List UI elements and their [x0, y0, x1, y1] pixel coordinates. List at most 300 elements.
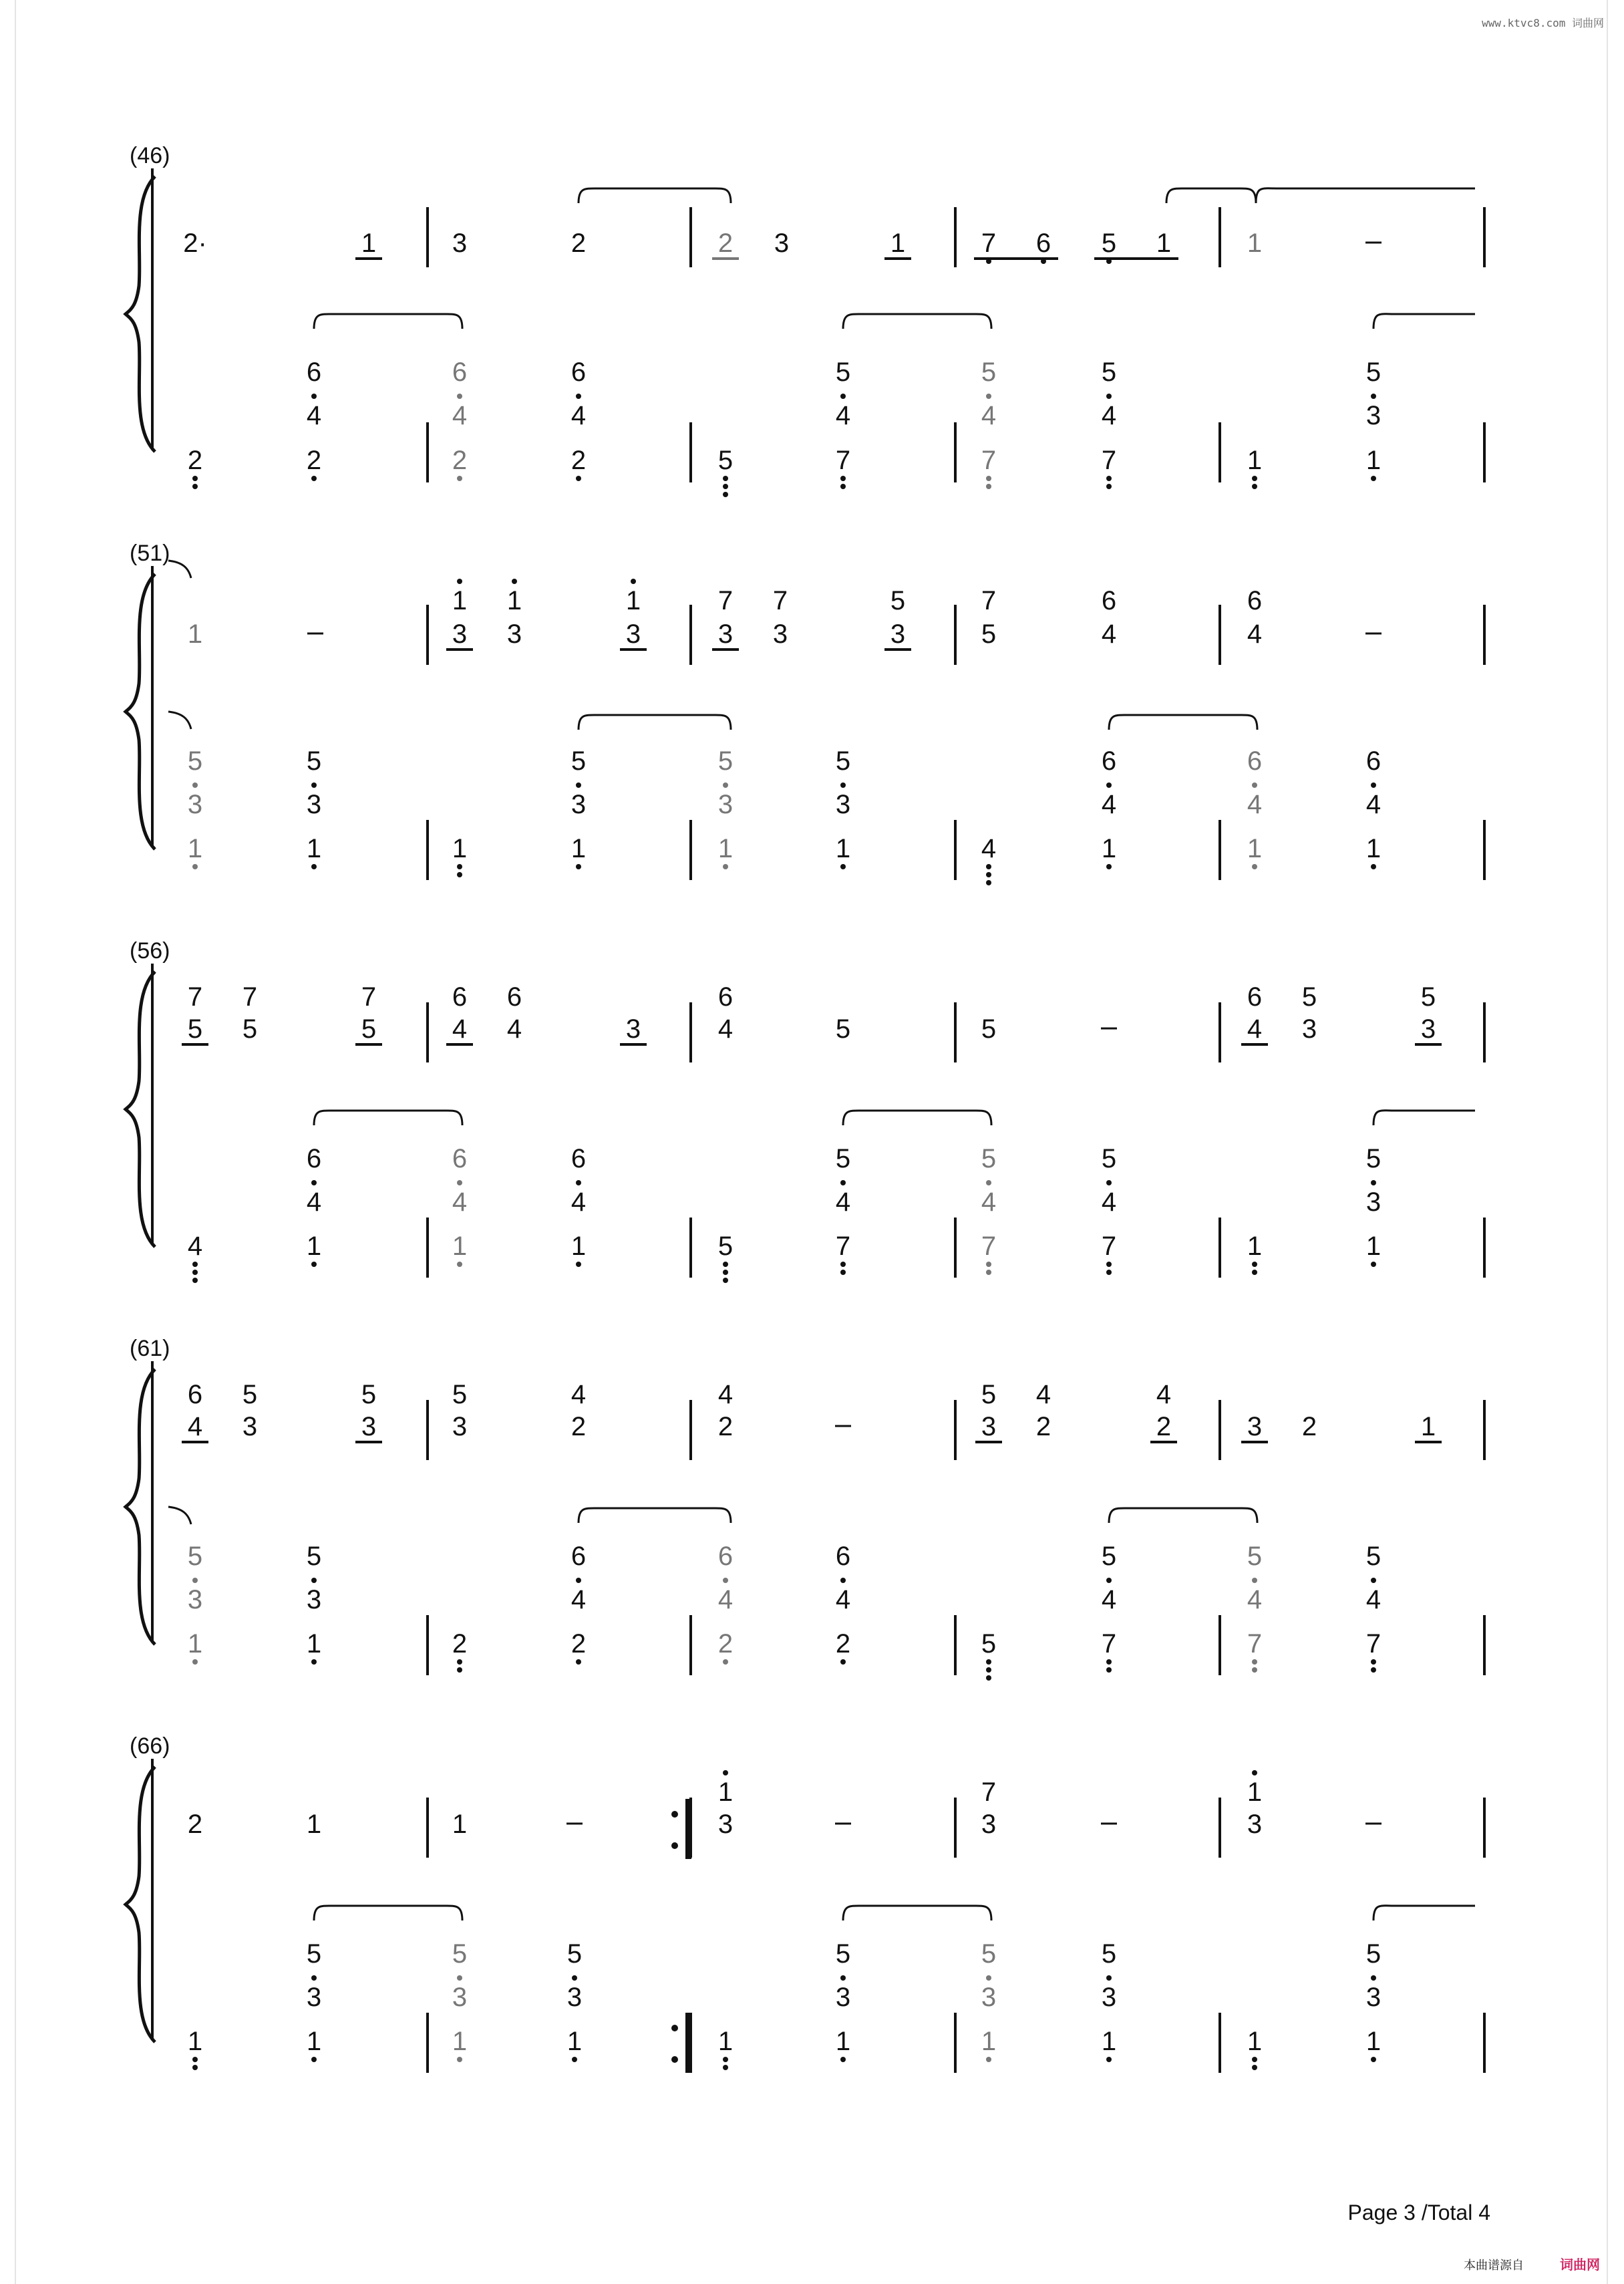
note: 1 [835, 2027, 851, 2056]
octave-dot-below [576, 476, 581, 481]
note: 6 [1365, 746, 1382, 776]
note: 6 [571, 1144, 587, 1173]
note: 3 [452, 619, 468, 649]
octave-dot-below [723, 1262, 728, 1267]
octave-dot-above [457, 394, 462, 399]
note: 1 [1365, 2027, 1382, 2056]
octave-dot-below [1106, 1667, 1112, 1673]
note: 4 [981, 834, 997, 863]
octave-dot-below [576, 864, 581, 869]
note: 4 [717, 1585, 734, 1614]
octave-dot-below [311, 1262, 317, 1267]
note: 4 [717, 1014, 734, 1044]
octave-dot-above [311, 782, 317, 788]
octave-dot-below [1252, 1262, 1257, 1267]
octave-dot-below [840, 476, 846, 481]
note: 1 [1101, 2027, 1117, 2056]
octave-dot-above [576, 782, 581, 788]
octave-dot-above [311, 1180, 317, 1185]
note: 4 [1101, 1585, 1117, 1614]
octave-dot-below [311, 476, 317, 481]
octave-dot-below [457, 864, 462, 869]
note: 6 [571, 1542, 587, 1571]
note: 1 [1247, 1232, 1263, 1261]
octave-dot-below [1252, 1270, 1257, 1275]
octave-dot-below [1371, 1659, 1376, 1665]
note: 4 [1365, 1585, 1382, 1614]
octave-dot-above [572, 1975, 577, 1981]
note: 5 [187, 746, 203, 776]
note: 6 [306, 358, 322, 387]
octave-dot-above [840, 394, 846, 399]
octave-dot-below [192, 2057, 198, 2062]
note: 7 [1101, 446, 1117, 475]
note: 3 [1247, 1810, 1263, 1839]
note: 1 [187, 2027, 203, 2056]
brace [126, 972, 155, 1247]
note: 3 [571, 790, 587, 819]
note: 5 [571, 746, 587, 776]
octave-dot-above [986, 394, 991, 399]
octave-dot-above [1106, 394, 1112, 399]
note: 3 [187, 1585, 203, 1614]
slur [1166, 188, 1256, 203]
repeat-bar [685, 1799, 691, 1859]
note: 7 [981, 586, 997, 615]
note: 5 [981, 619, 997, 649]
octave-dot-above [1371, 394, 1376, 399]
note: 7 [1101, 1629, 1117, 1659]
octave-dot-below [1106, 2057, 1112, 2062]
note: 5 [1247, 1542, 1263, 1571]
note: 5 [187, 1542, 203, 1571]
note: 5 [361, 1014, 377, 1044]
note: 3 [1101, 1983, 1117, 2012]
note: 6 [1035, 229, 1051, 258]
octave-dot-below [457, 2057, 462, 2062]
system-3 [126, 938, 1484, 1283]
note: 4 [1247, 619, 1263, 649]
measure-number: (66) [130, 1733, 170, 1759]
note: 1 [306, 1232, 322, 1261]
note: 5 [1101, 1939, 1117, 1969]
octave-dot-below [457, 1659, 462, 1665]
note: 5 [981, 358, 997, 387]
note: 7 [981, 1232, 997, 1261]
note: 1 [1365, 446, 1382, 475]
octave-dot-above [311, 1578, 317, 1583]
note: 1 [306, 834, 322, 863]
note: 4 [452, 1014, 468, 1044]
slur [579, 1508, 731, 1523]
note: 1 [625, 586, 641, 615]
note: 3 [566, 1983, 583, 2012]
note: 5 [981, 1380, 997, 1409]
note: 6 [1247, 746, 1263, 776]
note: 4 [1247, 1585, 1263, 1614]
octave-dot-above [1252, 1770, 1257, 1775]
octave-dot-below [1252, 2057, 1257, 2062]
note: 2 [452, 1629, 468, 1659]
octave-dot-below [1106, 1270, 1112, 1275]
note: 5 [1301, 982, 1317, 1012]
octave-dot-above [840, 1975, 846, 1981]
slur [843, 1906, 991, 1920]
note: 1 [187, 834, 203, 863]
octave-dot-below [192, 1278, 198, 1283]
note: 7 [242, 982, 258, 1012]
note: 2 [717, 1629, 734, 1659]
note: 7 [981, 446, 997, 475]
note: 3 [835, 1983, 851, 2012]
note: 3 [1247, 1412, 1263, 1441]
note: 4 [187, 1232, 203, 1261]
octave-dot-below [986, 476, 991, 481]
octave-dot-below [986, 1675, 991, 1681]
note: 1 [1101, 834, 1117, 863]
octave-dot-below [986, 1262, 991, 1267]
octave-dot-above [1371, 1180, 1376, 1185]
note: 1 [452, 834, 468, 863]
octave-dot-above [1106, 1180, 1112, 1185]
note: 1 [1365, 1232, 1382, 1261]
octave-dot-below [723, 1278, 728, 1283]
note: 4 [506, 1014, 522, 1044]
note: 1 [361, 229, 377, 258]
note: 1 [1365, 834, 1382, 863]
octave-dot-below [192, 1262, 198, 1267]
note: 3 [981, 1412, 997, 1441]
note: 4 [1247, 790, 1263, 819]
octave-dot-below [457, 1667, 462, 1673]
note: 2 [571, 446, 587, 475]
note: 7 [1365, 1629, 1382, 1659]
note: 1 [835, 834, 851, 863]
note: 1 [187, 619, 203, 649]
octave-dot-below [1106, 864, 1112, 869]
note: 1 [717, 2027, 734, 2056]
note: 1 [452, 1810, 468, 1839]
slur [1109, 1508, 1257, 1523]
note: 6 [1247, 982, 1263, 1012]
octave-dot-below [840, 2057, 846, 2062]
note: 6 [571, 358, 587, 387]
note: 3 [774, 229, 790, 258]
note: 3 [306, 790, 322, 819]
octave-dot-below [723, 2057, 728, 2062]
octave-dot-below [723, 2065, 728, 2070]
octave-dot-above [311, 394, 317, 399]
note: 3 [187, 790, 203, 819]
octave-dot-below [572, 2057, 577, 2062]
octave-dot-above [840, 1180, 846, 1185]
note: 5 [1365, 1542, 1382, 1571]
octave-dot-above [576, 1578, 581, 1583]
note: 5 [1420, 982, 1436, 1012]
octave-dot-above [1106, 782, 1112, 788]
octave-dot-above [457, 1975, 462, 1981]
note: 1 [1247, 446, 1263, 475]
note: 3 [1365, 1983, 1382, 2012]
note: 7 [717, 586, 734, 615]
note: 2 [717, 1412, 734, 1441]
note: 4 [452, 1187, 468, 1217]
note: 5 [717, 446, 734, 475]
octave-dot-below [576, 1262, 581, 1267]
octave-dot-below [723, 484, 728, 489]
note: 4 [835, 1585, 851, 1614]
octave-dot-below [723, 1270, 728, 1275]
note: 2 [1156, 1412, 1172, 1441]
octave-dot-above [840, 1578, 846, 1583]
note: 2 [571, 1629, 587, 1659]
slur [314, 1111, 462, 1125]
note: 7 [981, 229, 997, 258]
note: 1 [981, 2027, 997, 2056]
note: 3 [625, 619, 641, 649]
note: 1 [452, 586, 468, 615]
note: 3 [242, 1412, 258, 1441]
octave-dot-above [1252, 782, 1257, 788]
note: 2 [1301, 1412, 1317, 1441]
note: 3 [890, 619, 906, 649]
repeat-bar [685, 2013, 691, 2073]
note: 1 [1247, 834, 1263, 863]
note: 3 [306, 1585, 322, 1614]
note: 1 [571, 1232, 587, 1261]
measure-number: (56) [130, 938, 170, 964]
octave-dot-below [840, 1262, 846, 1267]
note: 1 [1247, 1777, 1263, 1807]
note: 3 [625, 1014, 641, 1044]
octave-dot-below [311, 2057, 317, 2062]
octave-dot-above [1252, 1578, 1257, 1583]
note: 1 [306, 1810, 322, 1839]
note: 5 [1101, 229, 1117, 258]
note: 6 [452, 358, 468, 387]
note: 7 [835, 446, 851, 475]
octave-dot-below [192, 2065, 198, 2070]
note: 1 [717, 1777, 734, 1807]
octave-dot-below [192, 1270, 198, 1275]
measure-number: (61) [130, 1336, 170, 1361]
note: 4 [571, 1187, 587, 1217]
octave-dot-below [840, 484, 846, 489]
note: 1 [452, 1232, 468, 1261]
note: 1 [187, 1629, 203, 1659]
octave-dot-above [192, 1578, 198, 1583]
note: 1 [306, 2027, 322, 2056]
octave-dot-below [986, 2057, 991, 2062]
note: 2 [187, 446, 203, 475]
note: 1 [452, 2027, 468, 2056]
octave-dot-above [457, 1180, 462, 1185]
note: 3 [1365, 401, 1382, 430]
note: 7 [1101, 1232, 1117, 1261]
octave-dot-below [1106, 1659, 1112, 1665]
octave-dot-above [986, 1180, 991, 1185]
site-logo: 词曲网 [1560, 2258, 1600, 2273]
slur [1256, 188, 1475, 203]
octave-dot-below [192, 476, 198, 481]
slur [579, 188, 731, 203]
octave-dot-below [723, 492, 728, 497]
note: 4 [981, 401, 997, 430]
note: 3 [981, 1983, 997, 2012]
octave-dot-below [986, 872, 991, 877]
system-4 [126, 1336, 1484, 1681]
note: 1 [1247, 2027, 1263, 2056]
octave-dot-below [1371, 476, 1376, 481]
octave-dot-below [311, 1659, 317, 1665]
octave-dot-below [192, 1659, 198, 1665]
note: 6 [506, 982, 522, 1012]
note: 3 [717, 790, 734, 819]
note: 4 [452, 401, 468, 430]
system-2 [126, 541, 1484, 885]
note: 3 [452, 1983, 468, 2012]
note: 3 [981, 1810, 997, 1839]
note: 4 [571, 1380, 587, 1409]
note: 5 [1101, 1144, 1117, 1173]
note: 5 [835, 1939, 851, 1969]
octave-dot-above [631, 579, 636, 584]
note: 4 [835, 401, 851, 430]
note: 6 [835, 1542, 851, 1571]
octave-dot-above [576, 1180, 581, 1185]
octave-dot-below [1106, 476, 1112, 481]
note: 6 [1101, 746, 1117, 776]
octave-dot-below [1106, 1262, 1112, 1267]
note: 5 [242, 1380, 258, 1409]
note: 4 [1035, 1380, 1051, 1409]
note: 2 [571, 1412, 587, 1441]
system-5 [126, 1733, 1484, 2073]
slur [314, 314, 462, 329]
note: 7 [772, 586, 788, 615]
octave-dot-below [1371, 864, 1376, 869]
note: 5 [835, 358, 851, 387]
note: 5 [981, 1939, 997, 1969]
octave-dot-below [986, 1667, 991, 1673]
note: 2 [835, 1629, 851, 1659]
octave-dot-below [723, 1659, 728, 1665]
note: 5 [306, 1542, 322, 1571]
note: 5 [717, 746, 734, 776]
octave-dot-below [1252, 484, 1257, 489]
note: 6 [452, 982, 468, 1012]
note: 6 [717, 1542, 734, 1571]
octave-dot-above [1106, 1578, 1112, 1583]
octave-dot-above [986, 1975, 991, 1981]
octave-dot-above [1371, 782, 1376, 788]
slur [843, 314, 991, 329]
octave-dot-above [1371, 1578, 1376, 1583]
note: 1 [890, 229, 906, 258]
note: 4 [1101, 401, 1117, 430]
note: 1 [1420, 1412, 1436, 1441]
note: 3 [717, 1810, 734, 1839]
note: 5 [306, 1939, 322, 1969]
note: 3 [361, 1412, 377, 1441]
note: 4 [717, 1380, 734, 1409]
note: 4 [571, 1585, 587, 1614]
note: 5 [452, 1380, 468, 1409]
slur [1109, 715, 1257, 730]
note: 2 [187, 1810, 203, 1839]
note: 3 [835, 790, 851, 819]
octave-dot-above [723, 782, 728, 788]
note: 5 [361, 1380, 377, 1409]
octave-dot-below [1252, 1659, 1257, 1665]
octave-dot-below [986, 880, 991, 885]
octave-dot-above [512, 579, 517, 584]
octave-dot-above [840, 782, 846, 788]
octave-dot-below [840, 864, 846, 869]
note: 7 [835, 1232, 851, 1261]
note: 4 [1101, 790, 1117, 819]
measure-number: (46) [130, 143, 170, 168]
octave-dot-below [723, 864, 728, 869]
note: 5 [1365, 1144, 1382, 1173]
octave-dot-above [311, 1975, 317, 1981]
note: 3 [452, 229, 468, 258]
note: 3 [1365, 1187, 1382, 1217]
octave-dot-below [1371, 1667, 1376, 1673]
note: 3 [506, 619, 522, 649]
octave-dot-below [192, 484, 198, 489]
octave-dot-below [1371, 1262, 1376, 1267]
note: 5 [835, 1144, 851, 1173]
octave-dot-above [457, 579, 462, 584]
page-number: Page 3 /Total 4 [1347, 2200, 1490, 2225]
note: 5 [187, 1014, 203, 1044]
note: 7 [361, 982, 377, 1012]
note: 5 [452, 1939, 468, 1969]
note: 5 [1101, 358, 1117, 387]
octave-dot-above [192, 782, 198, 788]
octave-dot-below [840, 1270, 846, 1275]
octave-dot-below [840, 1659, 846, 1665]
note: 6 [717, 982, 734, 1012]
note: 4 [1365, 790, 1382, 819]
note: 3 [1301, 1014, 1317, 1044]
octave-dot-below [986, 484, 991, 489]
note: 1 [506, 586, 522, 615]
octave-dot-below [1252, 2065, 1257, 2070]
octave-dot-below [1252, 864, 1257, 869]
slur [1373, 1906, 1475, 1920]
slur [1373, 314, 1475, 329]
octave-dot-below [457, 872, 462, 877]
note: 5 [242, 1014, 258, 1044]
note: 5 [981, 1014, 997, 1044]
note: 5 [981, 1629, 997, 1659]
brace [126, 574, 155, 849]
note: 2 [1035, 1412, 1051, 1441]
note: 7 [1247, 1629, 1263, 1659]
note: 2· [183, 229, 207, 258]
octave-dot-below [576, 1659, 581, 1665]
note: 6 [1101, 586, 1117, 615]
site-url: www.ktvc8.com 词曲网 [1482, 17, 1604, 29]
octave-dot-below [1252, 476, 1257, 481]
note: 6 [187, 1380, 203, 1409]
note: 4 [187, 1412, 203, 1441]
slur [1373, 1111, 1475, 1125]
note: 1 [566, 2027, 583, 2056]
octave-dot-below [986, 1270, 991, 1275]
